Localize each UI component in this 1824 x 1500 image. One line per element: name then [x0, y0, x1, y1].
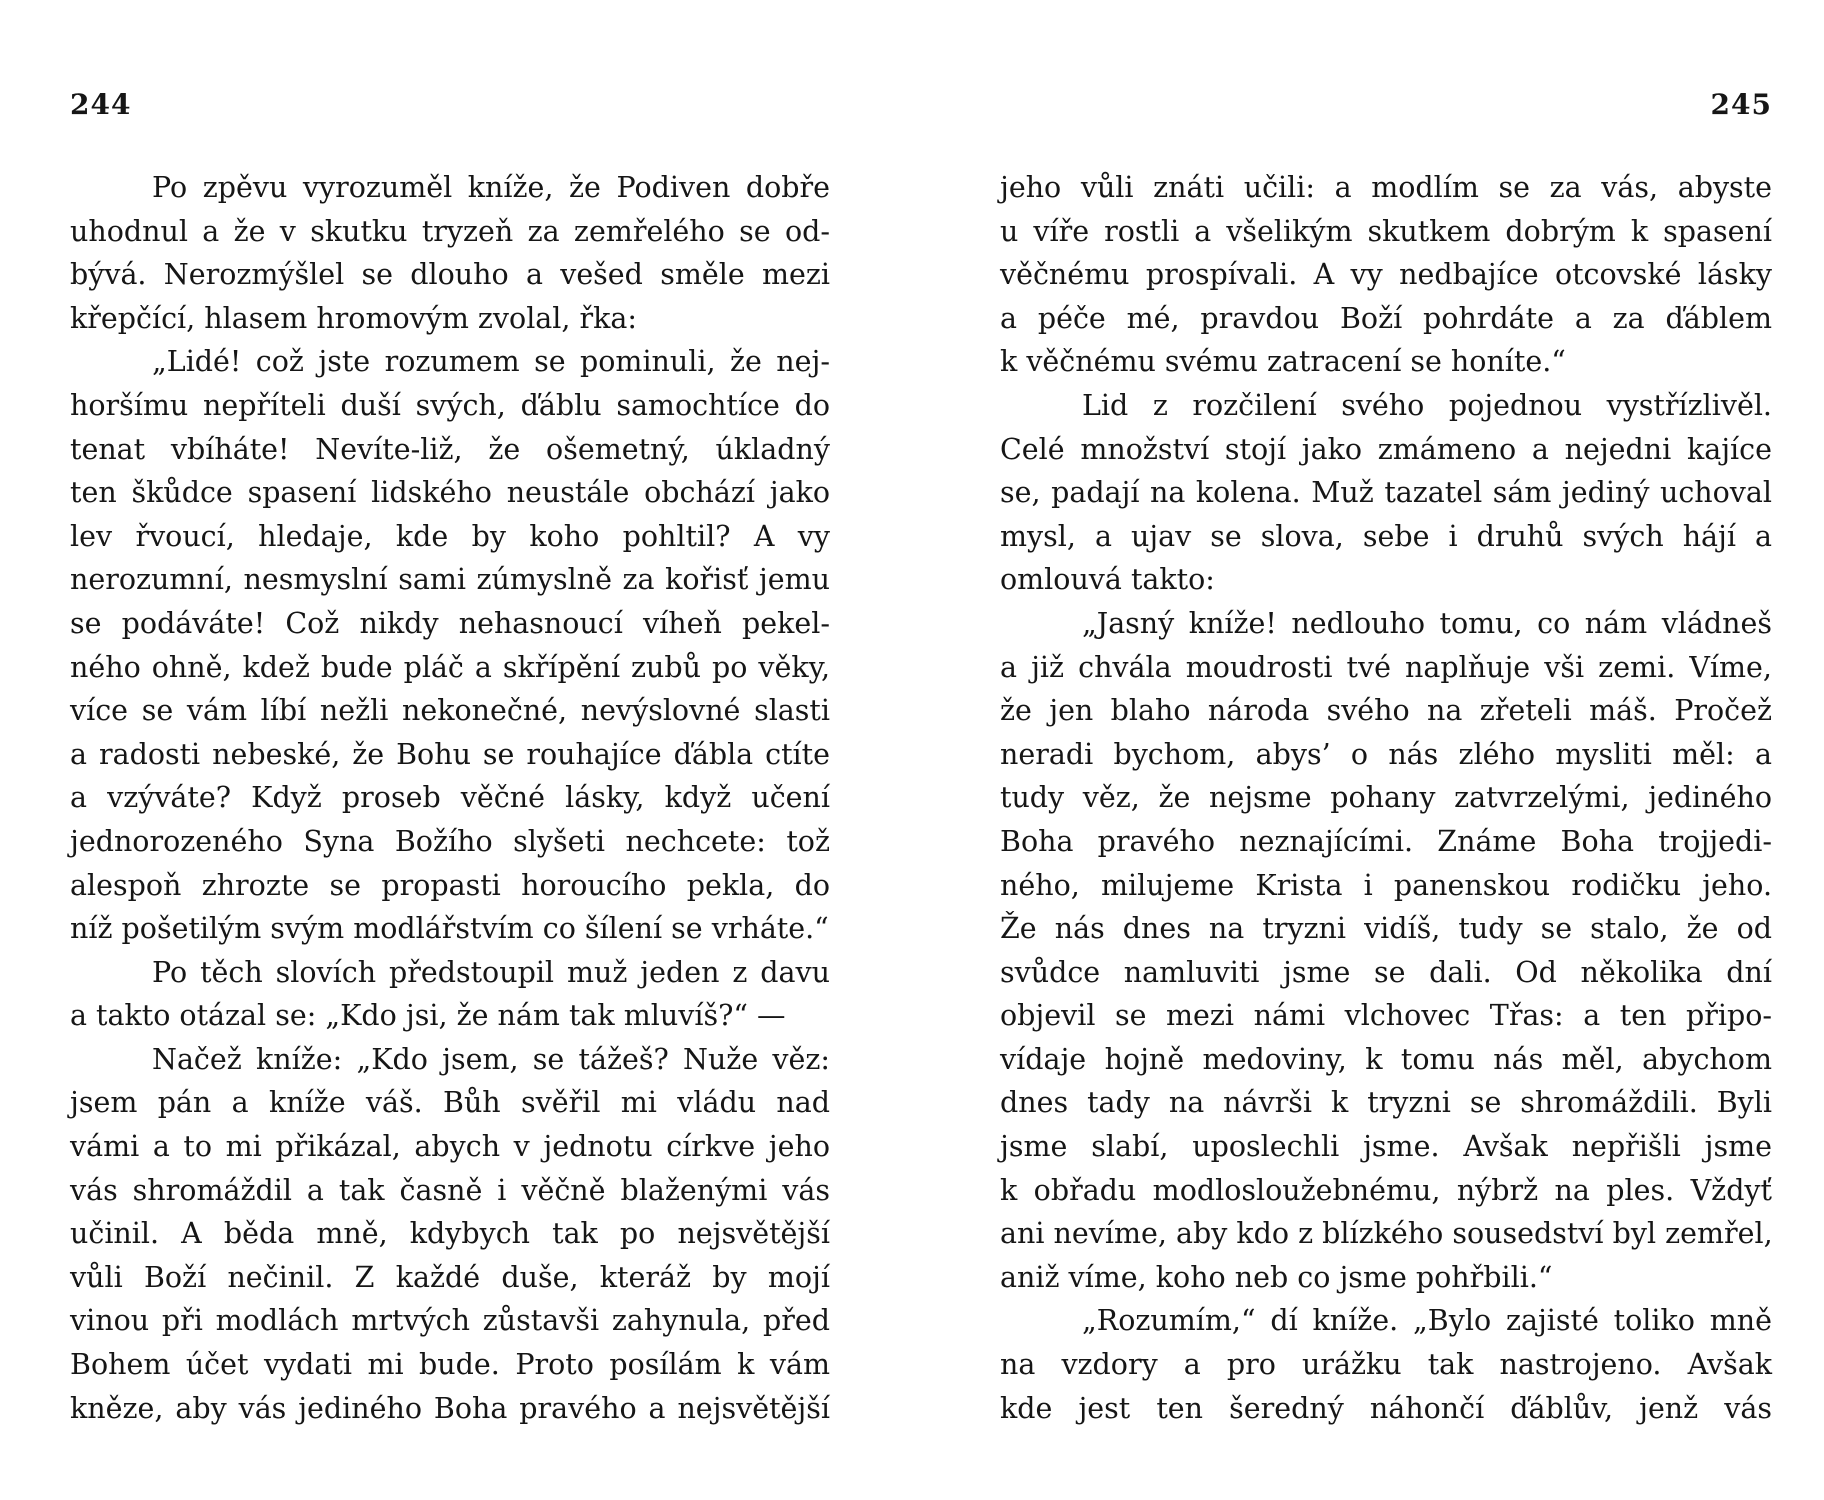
text-line: alespoň zhrozte se propasti horoucího pekla, do: [70, 868, 830, 902]
text-line: uhodnul a že v skutku tryzeň za zemřelého se od-: [70, 214, 830, 248]
text-line: „Rozumím,“ dí kníže. „Bylo zajisté toliko mně: [1082, 1304, 1772, 1338]
text-line: se podáváte! Což nikdy nehasnoucí víheň pekel-: [70, 606, 830, 640]
text-line: a již chvála moudrosti tvé naplňuje vši zemi. Víme,: [1000, 650, 1772, 684]
text-line: vídaje hojně medoviny, k tomu nás měl, abychom: [1000, 1042, 1772, 1076]
text-line: více se vám líbí nežli nekonečné, nevýslovné slasti: [70, 694, 830, 728]
text-line: tudy věz, že nejsme pohany zatvrzelými, jediného: [1000, 781, 1772, 815]
text-line: jednorozeného Syna Božího slyšeti nechcete: tož: [70, 824, 830, 858]
text-line: jsme slabí, uposlechli jsme. Avšak nepřišli jsme: [1000, 1130, 1772, 1164]
text-line: a péče mé, pravdou Boží pohrdáte a za ďáblem: [1000, 301, 1772, 335]
text-line: Lid z rozčilení svého pojednou vystřízlivěl.: [1082, 388, 1772, 422]
text-line: k obřadu modlosloužebnému, nýbrž na ples. Vždyť: [1000, 1173, 1772, 1207]
text-line: Po zpěvu vyrozuměl kníže, že Podiven dobře: [152, 171, 830, 204]
text-line: jeho vůli znáti učili: a modlím se za vás, abyste: [1000, 171, 1772, 204]
text-line: mysl, a ujav se slova, sebe i druhů svých hájí a: [1000, 519, 1772, 553]
text-line: ného ohně, kdež bude pláč a skřípění zubů po věky,: [70, 650, 830, 684]
text-line: dnes tady na návrši k tryzni se shromáždili. Byli: [1000, 1086, 1772, 1120]
text-line: ten škůdce spasení lidského neustále obchází jako: [70, 476, 830, 510]
text-line: „Lidé! což jste rozumem se pominuli, že nej-: [152, 345, 830, 379]
left-page-text: [70, 166, 830, 1430]
text-line: křepčící, hlasem hromovým zvolal, řka:: [70, 301, 638, 335]
text-line: kde jest ten šeredný náhončí ďáblův, jenž vás: [1000, 1391, 1772, 1425]
text-line: ani nevíme, aby kdo z blízkého sousedství byl zemřel,: [1000, 1217, 1773, 1251]
text-line: a radosti nebeské, že Bohu se rouhajíce ďábla ctíte: [70, 737, 830, 771]
text-line: jsem pán a kníže váš. Bůh svěřil mi vládu nad: [70, 1086, 830, 1120]
text-line: neradi bychom, abys’ o nás zlého mysliti měl: a: [1000, 737, 1772, 771]
page-number-left: 244: [70, 88, 132, 121]
text-line: a takto otázal se: „Kdo jsi, že nám tak mluvíš?“ —: [70, 999, 786, 1033]
text-line: kněze, aby vás jediného Boha pravého a nejsvětější: [70, 1391, 830, 1425]
text-line: níž pošetilým svým modlářstvím co šílení se vrháte.“: [70, 912, 829, 946]
text-line: vás shromáždil a tak časně i věčně blaženými vás: [70, 1173, 830, 1207]
text-line: Že nás dnes na tryzni vidíš, tudy se stalo, že od: [1000, 912, 1772, 946]
text-line: vámi a to mi přikázal, abych v jednotu církve jeho: [70, 1130, 830, 1164]
text-line: vinou při modlách mrtvých zůstavši zahynula, před: [70, 1304, 830, 1338]
text-line: na vzdory a pro urážku tak nastrojeno. Avšak: [1000, 1348, 1772, 1382]
text-line: že jen blaho národa svého na zřeteli máš. Pročež: [1000, 694, 1772, 728]
text-line: Bohem účet vydati mi bude. Proto posílám k vám: [70, 1348, 830, 1382]
text-line: bývá. Nerozmýšlel se dlouho a vešed směle mezi: [70, 258, 830, 292]
text-line: u víře rostli a všelikým skutkem dobrým k spasení: [1000, 214, 1772, 248]
text-line: svůdce namluviti jsme se dali. Od několika dní: [1000, 955, 1772, 989]
text-line: Boha pravého neznajícími. Známe Boha trojjedi-: [1000, 824, 1772, 858]
text-line: k věčnému svému zatracení se honíte.“: [1000, 345, 1566, 379]
text-line: a vzýváte? Když proseb věčné lásky, když učení: [70, 781, 830, 815]
text-line: věčnému prospívali. A vy nedbajíce otcovské lásky: [1000, 258, 1772, 292]
text-line: omlouvá takto:: [1000, 563, 1215, 597]
text-line: Načež kníže: „Kdo jsem, se tážeš? Nuže věz:: [152, 1042, 830, 1076]
text-line: horšímu nepříteli duší svých, ďáblu samochtíce do: [70, 388, 830, 422]
text-line: ného, milujeme Krista i panenskou rodičku jeho.: [1000, 868, 1772, 902]
text-line: tenat vbíháte! Nevíte-liž, že ošemetný, úkladný: [70, 432, 830, 466]
right-page: [1000, 0, 1772, 1500]
text-line: objevil se mezi námi vlchovec Třas: a ten připo-: [1000, 999, 1772, 1033]
text-line: Po těch slovích předstoupil muž jeden z davu: [152, 955, 830, 989]
text-line: lev řvoucí, hledaje, kde by koho pohltil? A vy: [70, 519, 830, 553]
left-page: [70, 0, 830, 1500]
text-line: se, padají na kolena. Muž tazatel sám jediný uchoval: [1000, 476, 1772, 510]
text-line: Celé množství stojí jako zmámeno a nejedni kajíce: [1000, 432, 1772, 466]
text-line: aniž víme, koho neb co jsme pohřbili.“: [1000, 1260, 1553, 1294]
right-page-text: [1000, 166, 1772, 1430]
text-line: vůli Boží nečinil. Z každé duše, kteráž by mojí: [70, 1260, 830, 1294]
page-number-right: 245: [1710, 88, 1772, 121]
text-line: nerozumní, nesmyslní sami zúmyslně za kořisť jemu: [70, 563, 830, 597]
text-line: učinil. A běda mně, kdybych tak po nejsvětější: [70, 1217, 830, 1251]
text-line: „Jasný kníže! nedlouho tomu, co nám vládneš: [1082, 606, 1772, 640]
